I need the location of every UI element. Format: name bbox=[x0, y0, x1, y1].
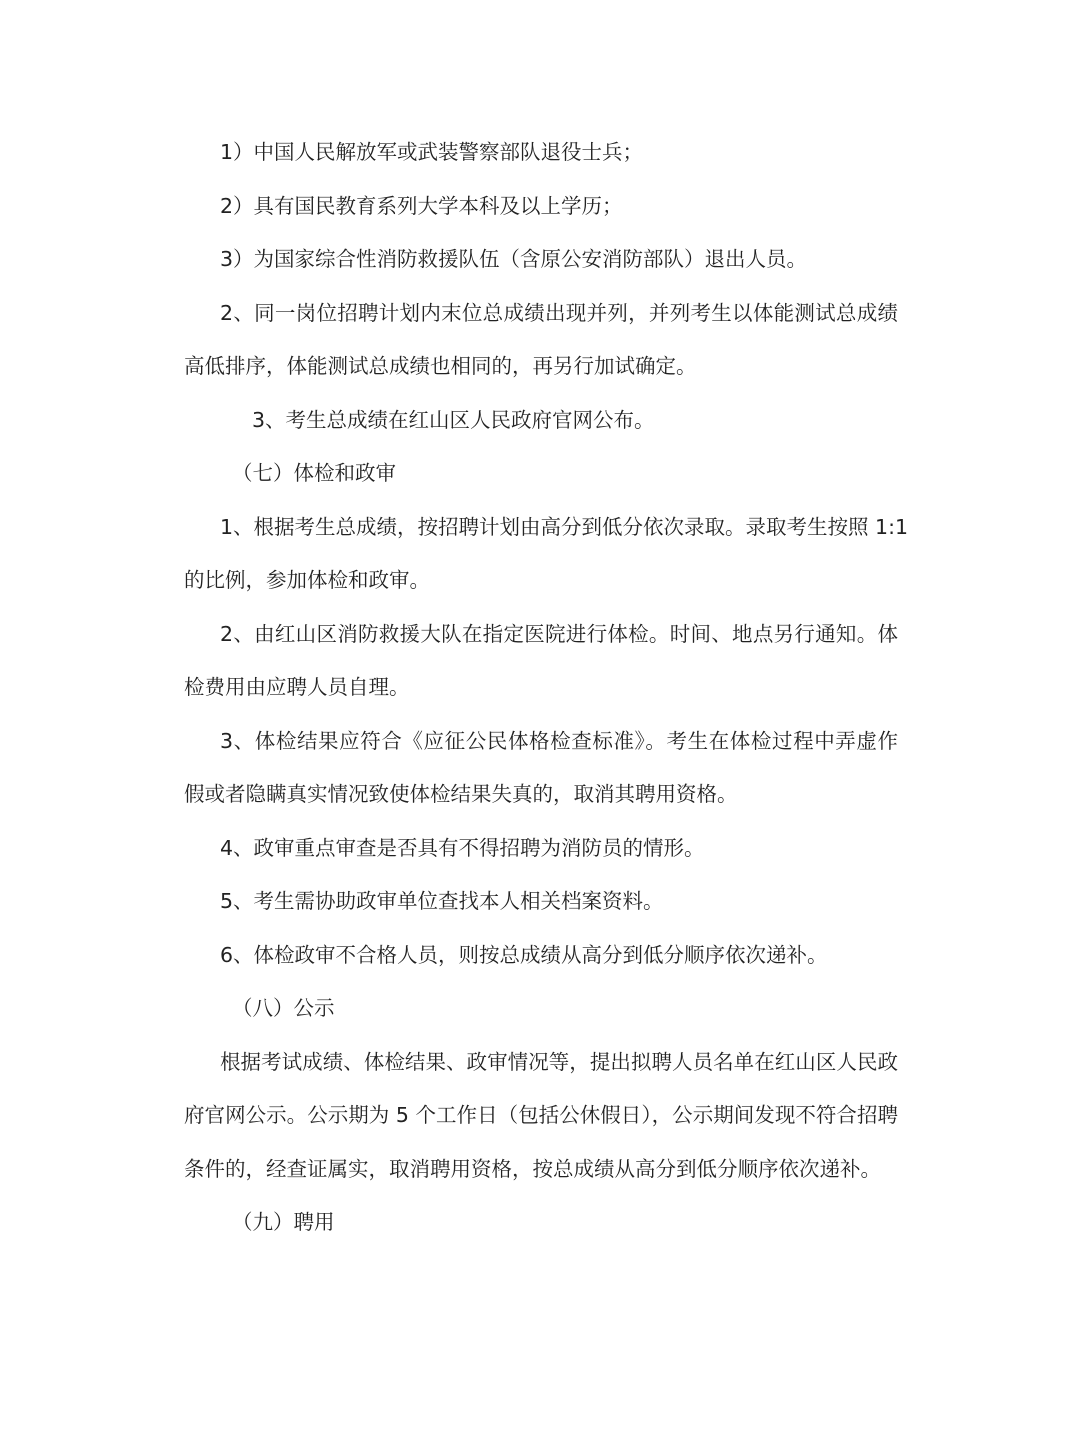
list-item bbox=[184, 233, 898, 287]
text-line: （九）聘用 bbox=[232, 1210, 335, 1234]
paragraph-line bbox=[184, 554, 898, 608]
text-line: 4、政审重点审查是否具有不得招聘为消防员的情形。 bbox=[220, 835, 705, 860]
paragraph-line bbox=[184, 822, 898, 876]
text-line: 府官网公示。公示期为 5 个工作日（包括公休假日），公示期间发现不符合招聘 bbox=[184, 1103, 898, 1127]
text-line: 1）中国人民解放军或武装警察部队退役士兵； bbox=[220, 140, 644, 164]
list-item bbox=[184, 126, 898, 180]
text-line: 2、由红山区消防救援大队在指定医院进行体检。时间、地点另行通知。体 bbox=[220, 621, 898, 646]
paragraph-line bbox=[184, 501, 909, 555]
paragraph-line bbox=[184, 1036, 898, 1090]
text-line: 假或者隐瞒真实情况致使体检结果失真的，取消其聘用资格。 bbox=[184, 782, 738, 806]
text-line: 1、根据考生总成绩，按招聘计划由高分到低分依次录取。录取考生按照 1:1 bbox=[220, 514, 909, 539]
text-line: （七）体检和政审 bbox=[232, 461, 396, 485]
paragraph-line bbox=[184, 929, 898, 983]
text-line: 的比例，参加体检和政审。 bbox=[184, 568, 430, 592]
text-line: 根据考试成绩、体检结果、政审情况等，提出拟聘人员名单在红山区人民政 bbox=[220, 1049, 898, 1074]
text-line: （八）公示 bbox=[232, 996, 335, 1020]
paragraph-line bbox=[184, 661, 898, 715]
list-item bbox=[184, 180, 898, 234]
paragraph-line bbox=[184, 1143, 898, 1197]
text-line: 5、考生需协助政审单位查找本人相关档案资料。 bbox=[220, 889, 664, 913]
paragraph-line bbox=[184, 875, 898, 929]
section-heading bbox=[184, 447, 898, 501]
text-line: 3、体检结果应符合《应征公民体格检查标准》。考生在体检过程中弄虚作 bbox=[220, 728, 898, 753]
text-line: 高低排序，体能测试总成绩也相同的，再另行加试确定。 bbox=[184, 354, 697, 378]
paragraph-line bbox=[184, 340, 898, 394]
text-line: 检费用由应聘人员自理。 bbox=[184, 675, 410, 699]
paragraph-line bbox=[184, 608, 898, 662]
text-line: 6、体检政审不合格人员，则按总成绩从高分到低分顺序依次递补。 bbox=[220, 942, 828, 967]
document-page bbox=[184, 126, 909, 1250]
paragraph-line bbox=[184, 1089, 898, 1143]
text-line: 3、考生总成绩在红山区人民政府官网公布。 bbox=[252, 407, 655, 432]
section-heading bbox=[184, 1196, 898, 1250]
text-line: 2、同一岗位招聘计划内末位总成绩出现并列，并列考生以体能测试总成绩 bbox=[220, 300, 898, 325]
paragraph-line bbox=[184, 394, 898, 448]
paragraph-line bbox=[184, 715, 898, 769]
section-heading bbox=[184, 982, 898, 1036]
paragraph-line bbox=[184, 768, 898, 822]
paragraph-line bbox=[184, 287, 898, 341]
text-line: 条件的，经查证属实，取消聘用资格，按总成绩从高分到低分顺序依次递补。 bbox=[184, 1156, 881, 1181]
text-line: 3）为国家综合性消防救援队伍（含原公安消防部队）退出人员。 bbox=[220, 247, 808, 271]
text-line: 2）具有国民教育系列大学本科及以上学历； bbox=[220, 193, 623, 218]
